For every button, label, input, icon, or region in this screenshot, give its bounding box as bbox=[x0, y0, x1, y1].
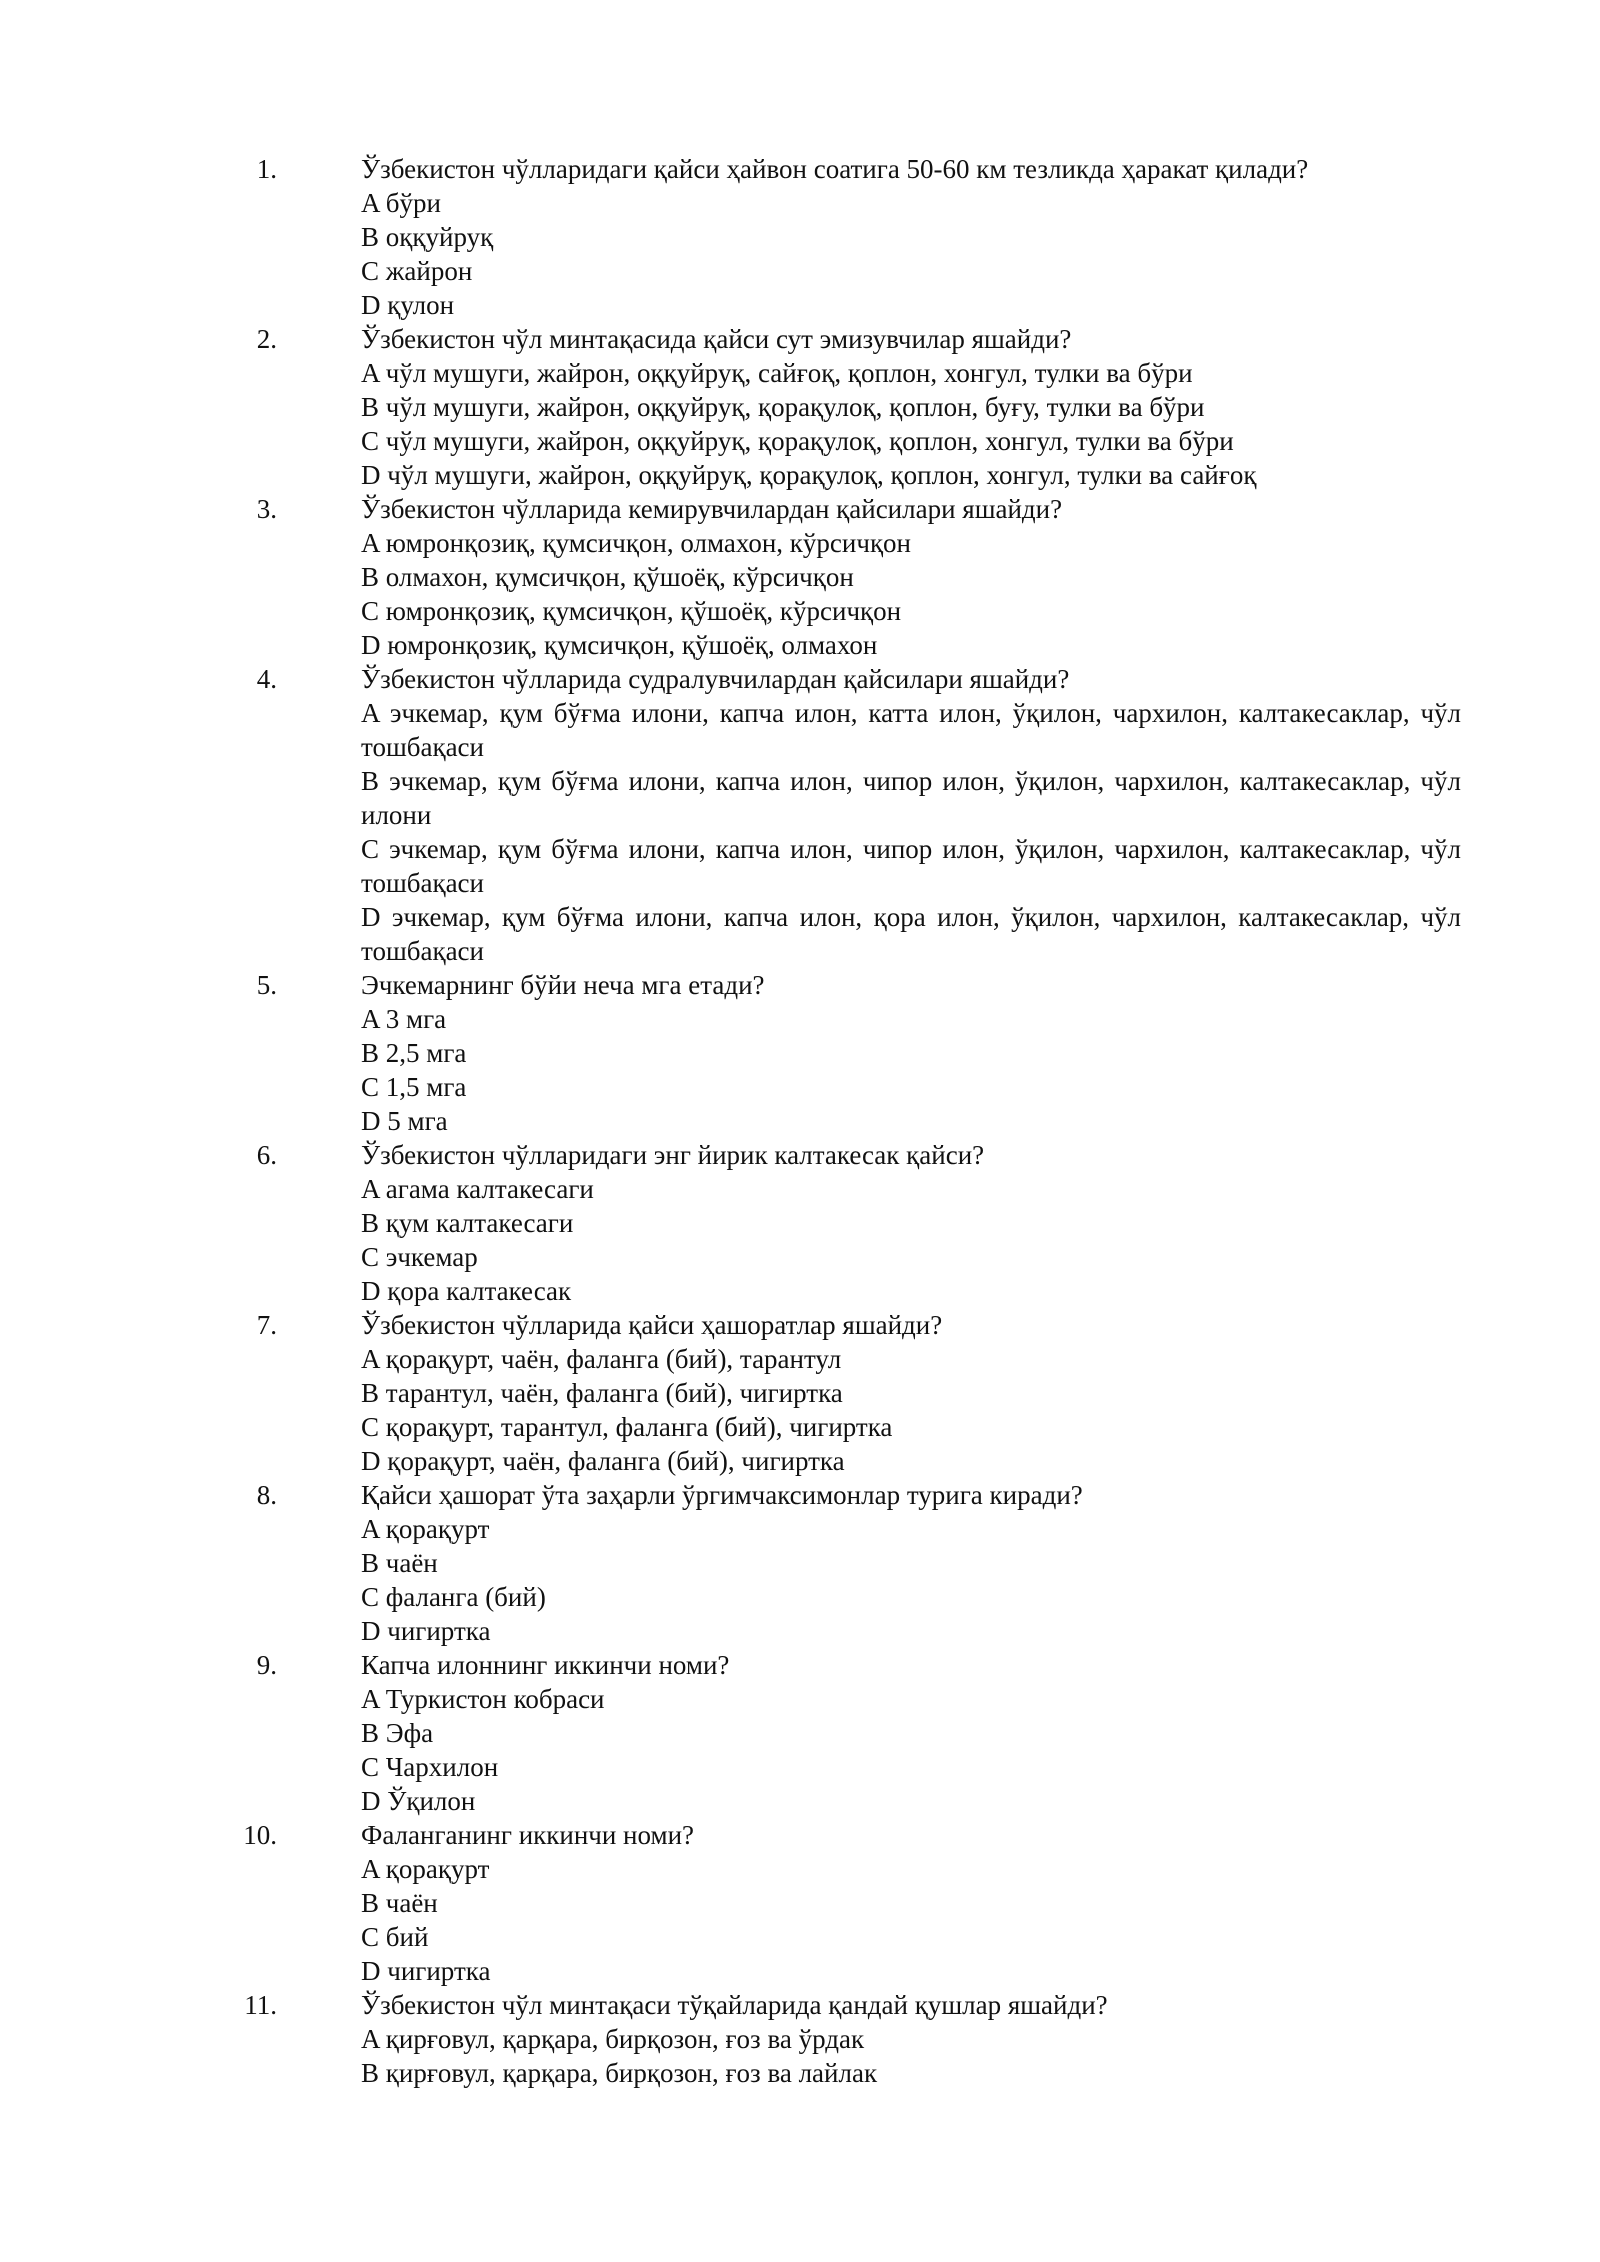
question-number: 7. bbox=[256, 1310, 277, 1340]
answer-option-a: A бўри bbox=[361, 188, 441, 218]
answer-option-c: C эчкемар bbox=[361, 1242, 478, 1272]
question-text: Эчкемарнинг бўйи неча мга етади? bbox=[361, 970, 765, 1000]
answer-option-d: D чўл мушуги, жайрон, оққуйруқ, қорақулоқ, қоплон, хонгул, тулки ва сайғоқ bbox=[361, 460, 1257, 490]
answer-option-a: A Туркистон кобраси bbox=[361, 1684, 605, 1714]
answer-option-a: A агама калтакесаги bbox=[361, 1174, 594, 1204]
answer-option-d: D 5 мга bbox=[361, 1106, 448, 1136]
answer-option-c: C чўл мушуги, жайрон, оққуйруқ, қорақулоқ, қоплон, хонгул, тулки ва бўри bbox=[361, 426, 1234, 456]
answer-option-c: C қорақурт, тарантул, фаланга (бий), чигиртка bbox=[361, 1412, 893, 1442]
answer-option-b: B 2,5 мга bbox=[361, 1038, 467, 1068]
answer-option-d: D юмронқозиқ, қумсичқон, қўшоёқ, олмахон bbox=[361, 630, 878, 660]
answer-option-a: A қорақурт bbox=[361, 1514, 490, 1544]
question-number: 11. bbox=[244, 1990, 277, 2020]
question-number: 3. bbox=[256, 494, 277, 524]
answer-option-b: B чаён bbox=[361, 1888, 438, 1918]
answer-option-b: B тарантул, чаён, фаланга (бий), чигиртка bbox=[361, 1378, 843, 1408]
answer-option-a: A юмронқозиқ, қумсичқон, олмахон, кўрсичқон bbox=[361, 528, 912, 558]
question-11 bbox=[0, 1988, 1600, 2090]
question-9 bbox=[0, 1648, 1600, 1818]
question-8 bbox=[0, 1478, 1600, 1648]
answer-option-b: B чўл мушуги, жайрон, оққуйруқ, қорақулоқ, қоплон, буғу, тулки ва бўри bbox=[361, 392, 1205, 422]
question-6 bbox=[0, 1138, 1600, 1308]
answer-option-c: C 1,5 мга bbox=[361, 1072, 467, 1102]
answer-option-d: D қулон bbox=[361, 290, 455, 320]
answer-option-a: A қорақурт, чаён, фаланга (бий), тарантул bbox=[361, 1344, 842, 1374]
answer-option-c: C бий bbox=[361, 1922, 429, 1952]
question-number: 10. bbox=[243, 1820, 277, 1850]
question-text: Фаланганинг иккинчи номи? bbox=[361, 1820, 695, 1850]
question-text: Капча илоннинг иккинчи номи? bbox=[361, 1650, 730, 1680]
question-2 bbox=[0, 322, 1600, 492]
question-number: 5. bbox=[256, 970, 277, 1000]
question-4 bbox=[0, 662, 1600, 968]
answer-option-c: C Чархилон bbox=[361, 1752, 499, 1782]
question-number: 6. bbox=[256, 1140, 277, 1170]
question-text: Ўзбекистон чўлларида кемирувчилардан қайсилари яшайди? bbox=[361, 494, 1063, 524]
question-number: 4. bbox=[256, 664, 277, 694]
question-3 bbox=[0, 492, 1600, 662]
question-5 bbox=[0, 968, 1600, 1138]
answer-option-b: B чаён bbox=[361, 1548, 438, 1578]
question-1 bbox=[0, 152, 1600, 322]
answer-option-a: A 3 мга bbox=[361, 1004, 447, 1034]
answer-option-a: A қирғовул, қарқара, бирқозон, ғоз ва ўрдак bbox=[361, 2024, 865, 2054]
question-10 bbox=[0, 1818, 1600, 1988]
answer-option-b: B қум калтакесаги bbox=[361, 1208, 574, 1238]
question-number: 9. bbox=[256, 1650, 277, 1680]
answer-option-a: A қорақурт bbox=[361, 1854, 490, 1884]
answer-option-c: C фаланга (бий) bbox=[361, 1582, 546, 1612]
answer-option-c: C эчкемар, қум бўғма илони, капча илон, чипор илон, ўқилон, чархилон, калтакесаклар, чўл тошбақаси bbox=[361, 834, 1461, 898]
question-text: Ўзбекистон чўлларидаги қайси ҳайвон соатига 50-60 км тезликда ҳаракат қилади? bbox=[361, 154, 1309, 184]
answer-option-d: D қорақурт, чаён, фаланга (бий), чигиртка bbox=[361, 1446, 845, 1476]
question-list bbox=[0, 152, 1600, 2090]
answer-option-d: D чигиртка bbox=[361, 1956, 491, 1986]
answer-option-b: B қирғовул, қарқара, бирқозон, ғоз ва лайлак bbox=[361, 2058, 878, 2088]
question-text: Ўзбекистон чўлларидаги энг йирик калтакесак қайси? bbox=[361, 1140, 985, 1170]
answer-option-c: C юмронқозиқ, қумсичқон, қўшоёқ, кўрсичқон bbox=[361, 596, 902, 626]
answer-option-d: D қора калтакесак bbox=[361, 1276, 572, 1306]
question-number: 2. bbox=[256, 324, 277, 354]
answer-option-d: D Ўқилон bbox=[361, 1786, 476, 1816]
question-text: Ўзбекистон чўлларида судралувчилардан қайсилари яшайди? bbox=[361, 664, 1070, 694]
answer-option-b: B эчкемар, қум бўғма илони, капча илон, чипор илон, ўқилон, чархилон, калтакесаклар, чўл илони bbox=[361, 766, 1461, 830]
question-text: Ўзбекистон чўл минтақасида қайси сут эмизувчилар яшайди? bbox=[361, 324, 1072, 354]
answer-option-d: D чигиртка bbox=[361, 1616, 491, 1646]
question-text: Қайси ҳашорат ўта заҳарли ўргимчаксимонлар турига киради? bbox=[361, 1480, 1083, 1510]
question-7 bbox=[0, 1308, 1600, 1478]
answer-option-b: B оққуйруқ bbox=[361, 222, 494, 252]
question-number: 8. bbox=[256, 1480, 277, 1510]
answer-option-a: A чўл мушуги, жайрон, оққуйруқ, сайғоқ, қоплон, хонгул, тулки ва бўри bbox=[361, 358, 1193, 388]
answer-option-d: D эчкемар, қум бўғма илони, капча илон, қора илон, ўқилон, чархилон, калтакесаклар, чўл тошбақаси bbox=[361, 902, 1461, 966]
question-number: 1. bbox=[256, 154, 277, 184]
answer-option-c: C жайрон bbox=[361, 256, 473, 286]
question-text: Ўзбекистон чўлларида қайси ҳашоратлар яшайди? bbox=[361, 1310, 943, 1340]
answer-option-a: A эчкемар, қум бўғма илони, капча илон, катта илон, ўқилон, чархилон, калтакесаклар, чўл тошбақаси bbox=[361, 698, 1461, 762]
question-text: Ўзбекистон чўл минтақаси тўқайларида қандай қушлар яшайди? bbox=[361, 1990, 1108, 2020]
answer-option-b: B олмахон, қумсичқон, қўшоёқ, кўрсичқон bbox=[361, 562, 854, 592]
answer-option-b: B Эфа bbox=[361, 1718, 434, 1748]
